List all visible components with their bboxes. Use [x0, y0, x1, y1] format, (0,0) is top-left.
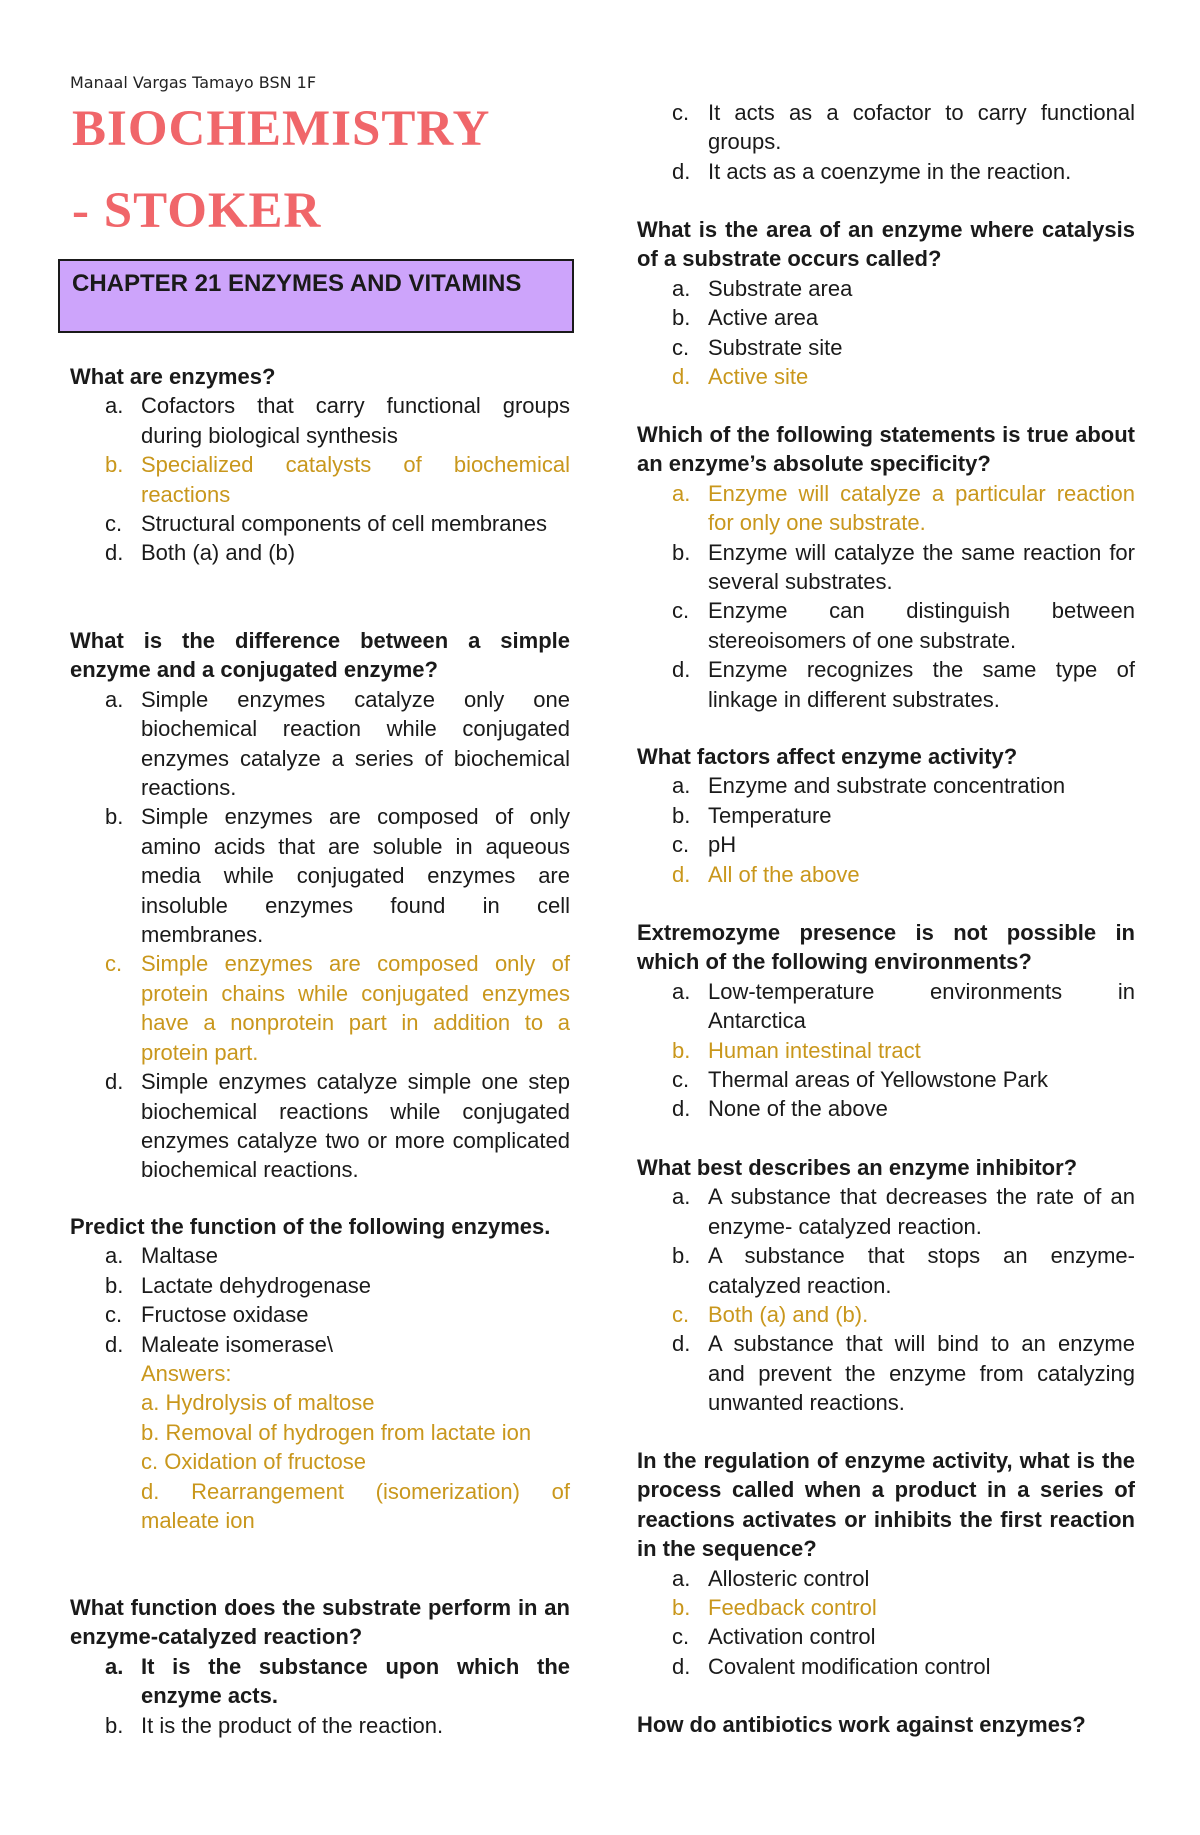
option-a: a. Allosteric control — [672, 1565, 870, 1591]
document-title-line-1: BIOCHEMISTRY — [72, 101, 491, 157]
option-c: c. Activation control — [672, 1624, 876, 1650]
document-title-line-2: - STOKER — [72, 183, 322, 239]
option-b-answer: b. Human intestinal tract — [672, 1037, 921, 1063]
option-list — [637, 274, 1135, 392]
option-list — [70, 685, 570, 1185]
question-text: What is the difference between a simple enzyme and a conjugated enzyme? — [70, 628, 570, 683]
option-list — [70, 391, 570, 567]
option-c: c. Substrate site — [672, 334, 843, 360]
option-list — [637, 1564, 1135, 1682]
option-b: b. Lactate dehydrogenase — [105, 1272, 371, 1298]
option-b: b. Simple enzymes are composed of only amino acids that are soluble in aqueous media while conjugated enzymes are insoluble enzymes found in cell membranes. — [105, 804, 570, 948]
question-block-q6 — [637, 420, 1135, 714]
question-text: How do antibiotics work against enzymes? — [637, 1712, 1086, 1737]
option-c: c. Enzyme can distinguish between stereoisomers of one substrate. — [672, 598, 1135, 653]
option-d: d. Maleate isomerase\ — [105, 1331, 333, 1357]
option-a: a. Maltase — [105, 1243, 219, 1269]
option-d-answer: d. All of the above — [672, 861, 860, 887]
option-c: c. pH — [672, 832, 737, 858]
question-block-q1 — [70, 362, 570, 568]
chapter-heading: CHAPTER 21 ENZYMES AND VITAMINS — [58, 259, 574, 333]
option-c-answer: c. Both (a) and (b). — [672, 1302, 869, 1328]
question-text: In the regulation of enzyme activity, what is the process called when a product in a series of reactions activates or inhibits the first reaction in the sequence? — [637, 1448, 1135, 1562]
question-block-q2 — [70, 626, 570, 1185]
question-block-q5 — [637, 215, 1135, 391]
option-list — [637, 1182, 1135, 1417]
option-b: b. Active area — [672, 305, 819, 331]
option-list — [637, 98, 1135, 186]
option-a: a. A substance that decreases the rate of an enzyme- catalyzed reaction. — [672, 1184, 1135, 1239]
question-text: Predict the function of the following enzymes. — [70, 1214, 551, 1239]
answer-a: a. Hydrolysis of maltose — [141, 1390, 375, 1416]
answer-c: c. Oxidation of fructose — [141, 1449, 366, 1475]
question-text: What are enzymes? — [70, 364, 276, 389]
option-b-answer: b. Specialized catalysts of biochemical reactions — [105, 452, 570, 507]
question-text: What best describes an enzyme inhibitor? — [637, 1155, 1078, 1180]
option-c: c. Thermal areas of Yellowstone Park — [672, 1067, 1048, 1093]
question-block-q8 — [637, 918, 1135, 1124]
option-d: d. It acts as a coenzyme in the reaction. — [672, 158, 1072, 184]
option-c: c. Structural components of cell membranes — [105, 511, 547, 537]
answer-b: b. Removal of hydrogen from lactate ion — [141, 1419, 532, 1445]
option-a-answer: a. It is the substance upon which the enzyme acts. — [105, 1653, 570, 1709]
option-a-answer: a. Enzyme will catalyze a particular reaction for only one substrate. — [672, 480, 1135, 536]
option-d: d. Simple enzymes catalyze simple one step biochemical reactions while conjugated enzymes catalyze two or more complicated biochemical reactions. — [105, 1069, 570, 1183]
option-b: b. Temperature — [672, 802, 832, 828]
option-c-answer: c. Simple enzymes are composed only of protein chains while conjugated enzymes have a nonprotein part in addition to a protein part. — [105, 951, 570, 1065]
option-c: c. Fructose oxidase — [105, 1302, 309, 1328]
question-block-q9 — [637, 1153, 1135, 1418]
question-block-q4 — [70, 1593, 570, 1740]
question-text: What is the area of an enzyme where catalysis of a substrate occurs called? — [637, 217, 1135, 272]
question-block-q11 — [637, 1710, 1135, 1739]
question-block-q10 — [637, 1446, 1135, 1681]
author-line: Manaal Vargas Tamayo BSN 1F — [70, 73, 317, 92]
option-d-answer: d. Active site — [672, 364, 809, 390]
option-b: b. A substance that stops an enzyme-catalyzed reaction. — [672, 1243, 1135, 1298]
option-a: a. Substrate area — [672, 275, 853, 301]
option-d: d. Both (a) and (b) — [105, 540, 296, 566]
question-text: What factors affect enzyme activity? — [637, 744, 1018, 769]
question-block-q7 — [637, 742, 1135, 889]
option-d: d. None of the above — [672, 1096, 888, 1122]
question-text: Extremozyme presence is not possible in which of the following environments? — [637, 920, 1135, 975]
option-a: a. Enzyme and substrate concentration — [672, 773, 1066, 799]
option-b: b. It is the product of the reaction. — [105, 1712, 444, 1738]
question-text: Which of the following statements is true about an enzyme’s absolute specificity? — [637, 422, 1135, 477]
option-d: d. Enzyme recognizes the same type of linkage in different substrates. — [672, 657, 1135, 712]
answers-label: Answers: — [141, 1361, 232, 1387]
option-b: b. Enzyme will catalyze the same reaction for several substrates. — [672, 539, 1135, 595]
option-a: a. Simple enzymes catalyze only one biochemical reaction while conjugated enzymes catalyze a series of biochemical reactions. — [105, 686, 570, 801]
question-text: What function does the substrate perform in an enzyme-catalyzed reaction? — [70, 1595, 570, 1650]
option-a: a. Low-temperature environments in Antarctica — [672, 978, 1135, 1034]
option-b-answer: b. Feedback control — [672, 1595, 877, 1621]
option-list — [637, 479, 1135, 714]
option-d: d. A substance that will bind to an enzyme and prevent the enzyme from catalyzing unwanted reactions. — [672, 1331, 1135, 1416]
answers-block — [70, 1359, 570, 1535]
option-d: d. Covalent modification control — [672, 1653, 991, 1679]
option-c: c. It acts as a cofactor to carry functional groups. — [672, 100, 1135, 155]
question-block-q4-continued — [637, 98, 1135, 186]
option-list — [637, 771, 1135, 889]
option-list — [70, 1241, 570, 1359]
option-list — [70, 1652, 570, 1740]
option-list — [637, 977, 1135, 1124]
question-block-q3 — [70, 1212, 570, 1535]
option-a: a. Cofactors that carry functional groups during biological synthesis — [105, 393, 570, 448]
answer-d: d. Rearrangement (isomerization) of maleate ion — [141, 1478, 570, 1534]
